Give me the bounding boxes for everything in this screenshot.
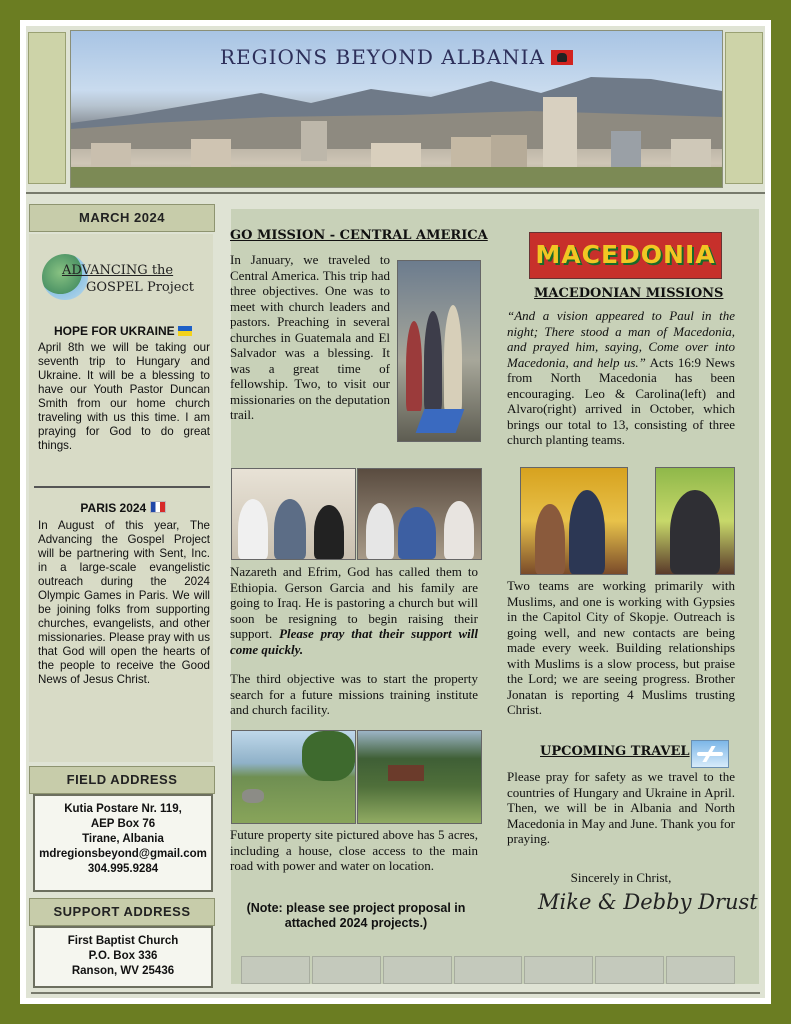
upcoming-travel-heading: UPCOMING TRAVEL: [540, 744, 690, 759]
footer-divider: [31, 992, 760, 994]
central-america-text-3: The third objective was to start the property search for a future missions training institute and church facility.: [230, 671, 478, 717]
support-address-box: [33, 926, 213, 988]
support-address-line: P.O. Box 336: [88, 950, 158, 962]
property-photo-2: [357, 730, 482, 824]
paris-text: In August of this year, The Advancing the Gospel Project will be partnering with Sent, Inc. in a large-scale evangelistic outreach during the 2024 Olympic Games in Paris. We will be joining folks from supporting churches, evangelists, and other missionaries. Please pray with us that God will open the hearts of the people to receive the Good News of Jesus Christ.: [38, 519, 210, 686]
logo-line-2: GOSPEL Project: [86, 280, 194, 295]
support-address-heading: SUPPORT ADDRESS: [29, 898, 215, 926]
photo-missionaries-1: [231, 468, 356, 560]
header-banner: [70, 30, 723, 188]
world-map-footer: [241, 956, 737, 984]
banner-right-panel: [725, 32, 763, 184]
france-flag-icon: [150, 501, 166, 513]
macedonia-text-2: Two teams are working primarily with Muslims, and one is working with Gypsies in the Capitol City of Skopje. Outreach is going well, and new contacts are being made every week. Building relationships with Muslims is a slow process, but praise the Lord; we are seeing progress. Brother Jonatan is reporting 4 Muslims trusting Christ.: [507, 578, 735, 717]
photo-leo-carolina: [520, 467, 628, 575]
logo-line-1: ADVANCING the: [62, 263, 174, 278]
central-america-text-1: In January, we traveled to Central America. This trip had three objectives. One was to meet with church leaders and pastors. Preaching in several churches in Guatemala and El Salvador was a blessing. It was a great time of fellowship. Two, to visit our missionaries on the deputation trail.: [230, 252, 390, 422]
central-america-text-2: Nazareth and Efrim, God has called them to Ethiopia. Gerson Garcia and his family are going to Iraq. He is pastoring a church but will soon be resigning to begin raising their support. Please pray that their support will come quickly.: [230, 564, 478, 657]
left-divider: [34, 486, 210, 488]
field-address-line: AEP Box 76: [90, 818, 156, 830]
header-divider: [26, 192, 765, 194]
property-description: Future property site pictured above has 5 acres, including a house, close access to the main road with power and water on location.: [230, 827, 478, 873]
phone-number: 304.995.9284: [87, 863, 159, 875]
group-photo-church: [397, 260, 481, 442]
field-address-heading: FIELD ADDRESS: [29, 766, 215, 794]
project-note: (Note: please see project proposal in attached 2024 projects.): [246, 901, 466, 930]
ukraine-heading: HOPE FOR UKRAINE: [34, 324, 212, 338]
page-title: REGIONS BEYOND ALBANIA: [71, 45, 722, 69]
photo-alvaro: [655, 467, 735, 575]
paris-heading: PARIS 2024: [34, 501, 212, 515]
ukraine-text: April 8th we will be taking our seventh trip to Hungary and Ukraine. It will be a blessing to have our Youth Pastor Duncan Smith from our home church traveling with us this time. I am praying for God to do great things.: [38, 341, 210, 452]
banner-left-panel: [28, 32, 66, 184]
photo-missionaries-2: [357, 468, 482, 560]
field-address-line: Kutia Postare Nr. 119,: [64, 803, 182, 815]
scripture-quote: “And a vision appeared to Paul in the night; There stood a man of Macedonia, and prayed him, saying, Come over into Macedonia, and help us.”: [507, 308, 735, 370]
ukraine-flag-icon: [178, 326, 192, 336]
airplane-icon: [691, 740, 729, 768]
newsletter-page: [20, 20, 771, 1004]
newsletter-inner: [26, 26, 765, 998]
support-address-line: Ranson, WV 25436: [71, 965, 175, 977]
el-salvador-map-icon: [416, 409, 465, 433]
prayer-request-emphasis: Please pray that their support will come quickly.: [230, 626, 478, 657]
property-photo-1: [231, 730, 356, 824]
signature: Mike & Debby Drust: [538, 890, 758, 914]
advancing-gospel-logo: [36, 254, 214, 308]
field-address-box: [33, 794, 213, 892]
macedonia-text-1: “And a vision appeared to Paul in the night; There stood a man of Macedonia, and prayed him, saying, Come over into Macedonia, and help us.” Acts 16:9 News from North Macedonia has been encouraging. Leo & Carolina(left) and Alvaro(right) arrived in October, which brings our total to 13, consisting of three church planting teams.: [507, 308, 735, 447]
closing-line: Sincerely in Christ,: [570, 870, 672, 885]
email-link[interactable]: mdregionsbeyond@gmail.com: [39, 848, 207, 860]
central-america-heading: GO MISSION - CENTRAL AMERICA: [230, 228, 488, 243]
scripture-reference: Acts 16:9: [645, 354, 701, 370]
date-heading: MARCH 2024: [29, 204, 215, 232]
support-address-line: First Baptist Church: [67, 935, 179, 947]
macedonian-missions-heading: MACEDONIAN MISSIONS: [534, 286, 724, 301]
field-address-line: Tirane, Albania: [82, 833, 164, 845]
macedonia-banner-image: MACEDONIA: [529, 232, 722, 279]
albania-flag-icon: [551, 50, 573, 65]
travel-text: Please pray for safety as we travel to the countries of Hungary and Ukraine in April. Then, we will be in Albania and North Macedonia in May and June. Thank you for praying.: [507, 769, 735, 846]
